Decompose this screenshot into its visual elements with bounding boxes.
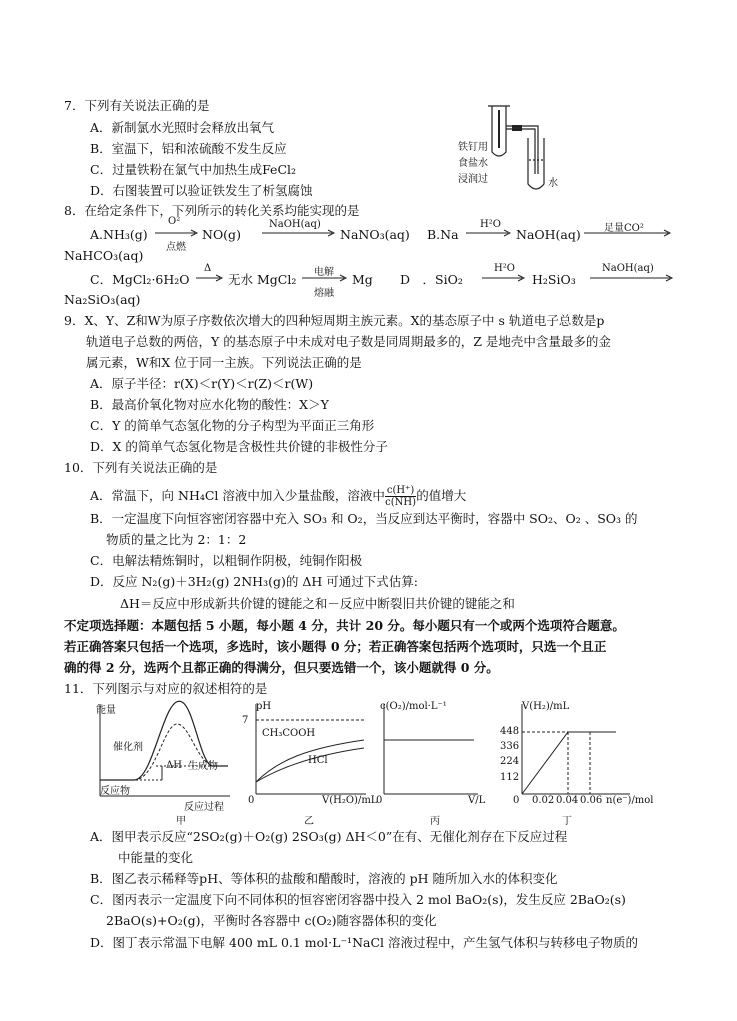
yi-tick-7: 7 bbox=[242, 715, 249, 726]
ding-xtick-004: 0.04 bbox=[556, 795, 579, 806]
yi-ylabel: pH bbox=[256, 701, 272, 712]
jia-reactant-label: 反应物 bbox=[100, 786, 130, 797]
test-tube-1 bbox=[488, 106, 510, 156]
q11-option-d-line1: D．图丁表示常温下电解 400 mL 0.1 mol·L⁻¹NaCl 溶液过程中，产生氢气体积与转移电子物质的 bbox=[90, 935, 638, 950]
q10-stem: 10．下列有关说法正确的是 bbox=[64, 460, 218, 475]
ding-ytick-224: 224 bbox=[500, 756, 520, 767]
bing-origin: 0 bbox=[376, 795, 383, 806]
bing-xlabel: V/L bbox=[468, 795, 486, 806]
q9-line-1: 9．X、Y、Z和W为原子序数依次增大的四种短周期主族元素。X的基态原子中 s 轨道电子总数是p bbox=[64, 313, 605, 328]
test-tube-2 bbox=[528, 138, 544, 189]
q10-a-denominator: c(NH) bbox=[385, 497, 417, 508]
q8-a-cond1b: 点燃 bbox=[166, 242, 186, 253]
q11-option-a-line2: 中能量的变化 bbox=[118, 850, 194, 865]
q8-b-p1: B.Na bbox=[427, 227, 459, 242]
q7-option-c: C．过量铁粉在氯气中加热生成FeCl₂ bbox=[90, 162, 297, 177]
q8-a-p2: NO(g) bbox=[202, 227, 241, 242]
ding-xtick-006: 0.06 bbox=[580, 795, 603, 806]
jia-ylabel: 能量 bbox=[96, 705, 116, 716]
q9-line-3: 属元素，W和X 位于同一主族。下列说法正确的是 bbox=[86, 355, 362, 370]
q8-c-arrow2 bbox=[302, 273, 350, 283]
jia-xlabel: 反应过程 bbox=[184, 802, 224, 813]
q8-b-cond2: 足量CO² bbox=[604, 223, 644, 234]
ding-name: 丁 bbox=[562, 816, 572, 827]
q8-d-p2: H₂SiO₃ bbox=[532, 272, 576, 287]
q8-d-cond2: NaOH(aq) bbox=[602, 263, 654, 274]
q8-a-arrow2 bbox=[262, 228, 338, 238]
q9-option-c: C．Y 的简单气态氢化物的分子构型为平面正三角形 bbox=[90, 418, 375, 433]
ding-xtick-002: 0.02 bbox=[532, 795, 555, 806]
q11-option-a-line1: A．图甲表示反应“2SO₂(g)＋O₂(g) 2SO₃(g) ΔH＜0”在有、无催化剂存在下反应过程 bbox=[90, 829, 568, 844]
ding-ylabel: V(H₂)/mL bbox=[522, 701, 570, 712]
q10-option-a bbox=[90, 485, 466, 508]
jia-dh-label: ΔH bbox=[166, 760, 182, 771]
apparatus-label-2: 食盐水 bbox=[458, 158, 488, 169]
q8-a-arrow1 bbox=[155, 228, 199, 238]
q11-stem: 11．下列图示与对应的叙述相符的是 bbox=[64, 681, 268, 696]
q9-option-d: D．X 的简单气态氢化物是含极性共价键的非极性分子 bbox=[90, 439, 388, 454]
q8-b-cond1: H²O bbox=[480, 219, 501, 230]
q9-line-2: 轨道电子总数的两倍，Y 的基态原子中未成对电子数是同周期最多的，Z 是地壳中含量最多的金 bbox=[86, 334, 611, 349]
q10-a-numerator: c(H⁺) bbox=[386, 485, 415, 496]
jia-name: 甲 bbox=[176, 816, 186, 827]
instructions-line-1: 不定项选择题：本题包括 5 小题，每小题 4 分，共计 20 分。每小题只有一个或两个选项符合题意。 bbox=[64, 618, 625, 633]
q10-option-d-formula: ΔH＝反应中形成新共价键的键能之和－反应中断裂旧共价键的键能之和 bbox=[120, 596, 515, 611]
q8-c-cond2b: 熔融 bbox=[314, 288, 334, 299]
yi-curve2-label: HCl bbox=[308, 755, 328, 766]
q8-d-p1: D ．SiO₂ bbox=[400, 272, 463, 287]
jia-product-label: 生成物 bbox=[188, 761, 218, 772]
q11-option-c-line2: 2BaO(s)+O₂(g)，平衡时各容器中 c(O₂)随容器体积的变化 bbox=[106, 913, 437, 928]
q8-d-arrow1 bbox=[482, 273, 528, 283]
q7-option-a: A．新制氯水光照时会释放出氧气 bbox=[90, 120, 275, 135]
q8-c-cond1: Δ bbox=[204, 263, 212, 274]
q8-c-arrow1 bbox=[196, 273, 226, 283]
bing-name: 丙 bbox=[430, 816, 440, 827]
q8-b-arrow1 bbox=[466, 228, 514, 238]
q7-stem: 7．下列有关说法正确的是 bbox=[64, 98, 210, 113]
ding-xlabel: n(e⁻)/mol bbox=[606, 795, 654, 806]
instructions-line-2: 若正确答案只包括一个选项，多选时，该小题得 0 分；若正确答案包括两个选项时，只选一个且正 bbox=[64, 639, 607, 654]
q8-c-p1: C．MgCl₂·6H₂O bbox=[90, 272, 190, 287]
q8-stem: 8．在给定条件下，下列所示的转化关系均能实现的是 bbox=[64, 203, 360, 218]
jia-catalyst-label: 催化剂 bbox=[113, 742, 143, 753]
q9-option-a: A．原子半径：r(X)＜r(Y)＜r(Z)＜r(W) bbox=[90, 376, 314, 391]
q10-a-text2: 的值增大 bbox=[416, 488, 467, 503]
yi-name: 乙 bbox=[304, 816, 314, 827]
tube-joint bbox=[512, 125, 522, 131]
apparatus-label-3: 浸润过 bbox=[458, 174, 488, 185]
ding-origin: 0 bbox=[513, 795, 520, 806]
q7-option-d: D．右图装置可以验证铁发生了析氢腐蚀 bbox=[90, 183, 313, 198]
q8-c-p2: 无水 MgCl₂ bbox=[228, 272, 297, 287]
q8-a-p1: A.NH₃(g) bbox=[90, 227, 148, 242]
q8-c-p3: Mg bbox=[352, 272, 373, 287]
q10-a-text1: A．常温下，向 NH₄Cl 溶液中加入少量盐酸，溶液中 bbox=[90, 488, 385, 503]
q10-option-d: D．反应 N₂(g)＋3H₂(g) 2NH₃(g)的 ΔH 可通过下式估算: bbox=[90, 574, 418, 589]
instructions-line-3: 确的得 2 分，选两个且都正确的得满分，但只要选错一个，该小题就得 0 分。 bbox=[64, 660, 499, 675]
ding-line bbox=[522, 732, 616, 794]
q10-a-fraction bbox=[385, 485, 416, 508]
ding-ytick-336: 336 bbox=[500, 741, 520, 752]
yi-xlabel: V(H₂O)/mL bbox=[322, 795, 378, 806]
q7-option-b: B．室温下，铝和浓硫酸不发生反应 bbox=[90, 141, 287, 156]
q9-option-b: B．最高价氧化物对应水化物的酸性：X＞Y bbox=[90, 397, 329, 412]
q11-option-c-line1: C．图丙表示一定温度下向不同体积的恒容密闭容器中投入 2 mol BaO₂(s)，发生反应 2BaO₂(s) bbox=[90, 892, 626, 907]
q8-d-cond1: H²O bbox=[494, 263, 515, 274]
q10-option-b-line1: B．一定温度下向恒容密闭容器中充入 SO₃ 和 O₂，当反应到达平衡时，容器中 SO₂、O₂ 、SO₃ 的 bbox=[90, 511, 638, 526]
q10-option-c: C．电解法精炼铜时，以粗铜作阴极，纯铜作阳极 bbox=[90, 553, 363, 568]
yi-origin: 0 bbox=[248, 795, 255, 806]
figure-bing bbox=[378, 700, 484, 800]
q8-d-arrow2 bbox=[590, 273, 676, 283]
ding-ytick-112: 112 bbox=[500, 772, 520, 783]
q11-option-b: B．图乙表示稀释等pH、等体积的盐酸和醋酸时，溶液的 pH 随所加入水的体积变化 bbox=[90, 871, 558, 886]
ding-ytick-448: 448 bbox=[500, 726, 520, 737]
figure-ding bbox=[510, 700, 650, 800]
delivery-tube bbox=[506, 126, 538, 174]
apparatus-label-1: 铁钉用 bbox=[458, 142, 488, 153]
q8-a-p3: NaNO₃(aq) bbox=[340, 227, 410, 242]
q8-a-cond1a: O² bbox=[168, 216, 181, 227]
q8-c-cond2a: 电解 bbox=[314, 267, 334, 278]
q8-b-p2: NaOH(aq) bbox=[516, 227, 581, 242]
q8-d-p3: Na₂SiO₃(aq) bbox=[64, 292, 141, 307]
yi-curve1-label: CH₃COOH bbox=[262, 728, 316, 739]
q8-b-p3: NaHCO₃(aq) bbox=[64, 248, 144, 263]
q8-a-cond2: NaOH(aq) bbox=[269, 219, 321, 230]
figure-yi bbox=[248, 700, 370, 800]
q10-option-b-line2: 物质的量之比为 2：1：2 bbox=[106, 532, 247, 547]
q8-b-arrow2 bbox=[584, 228, 674, 238]
bing-ylabel: c(O₂)/mol·L⁻¹ bbox=[380, 701, 447, 712]
apparatus-water-label: 水 bbox=[548, 178, 558, 189]
